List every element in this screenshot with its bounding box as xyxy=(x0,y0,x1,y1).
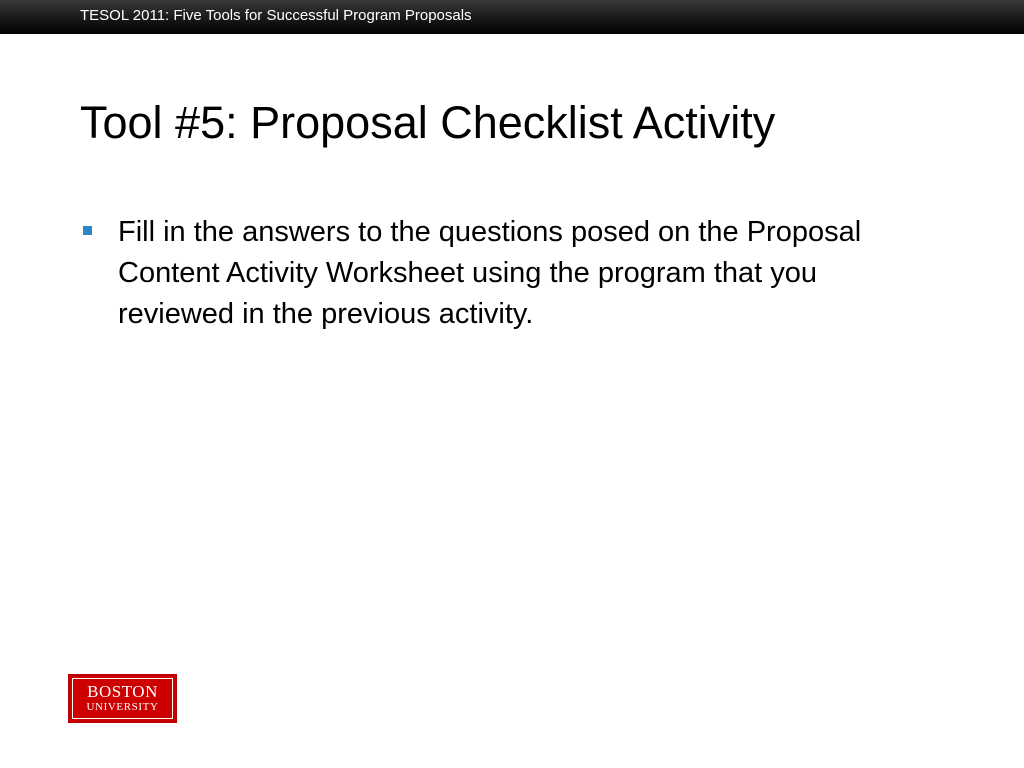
presentation-title: TESOL 2011: Five Tools for Successful Program Proposals xyxy=(80,7,472,24)
logo-text-boston: BOSTON xyxy=(87,682,158,701)
bullet-item xyxy=(80,212,910,335)
boston-university-logo xyxy=(68,674,177,723)
bullet-list xyxy=(80,212,910,335)
logo-text-university: UNIVERSITY xyxy=(86,701,159,713)
slide-title: Tool #5: Proposal Checklist Activity xyxy=(80,97,776,148)
square-bullet-icon xyxy=(83,226,92,235)
logo-frame xyxy=(72,678,173,719)
header-bar xyxy=(0,0,1024,34)
bullet-text: Fill in the answers to the questions posed on the Proposal Content Activity Worksheet using the program that you reviewed in the previous activity. xyxy=(118,216,862,330)
